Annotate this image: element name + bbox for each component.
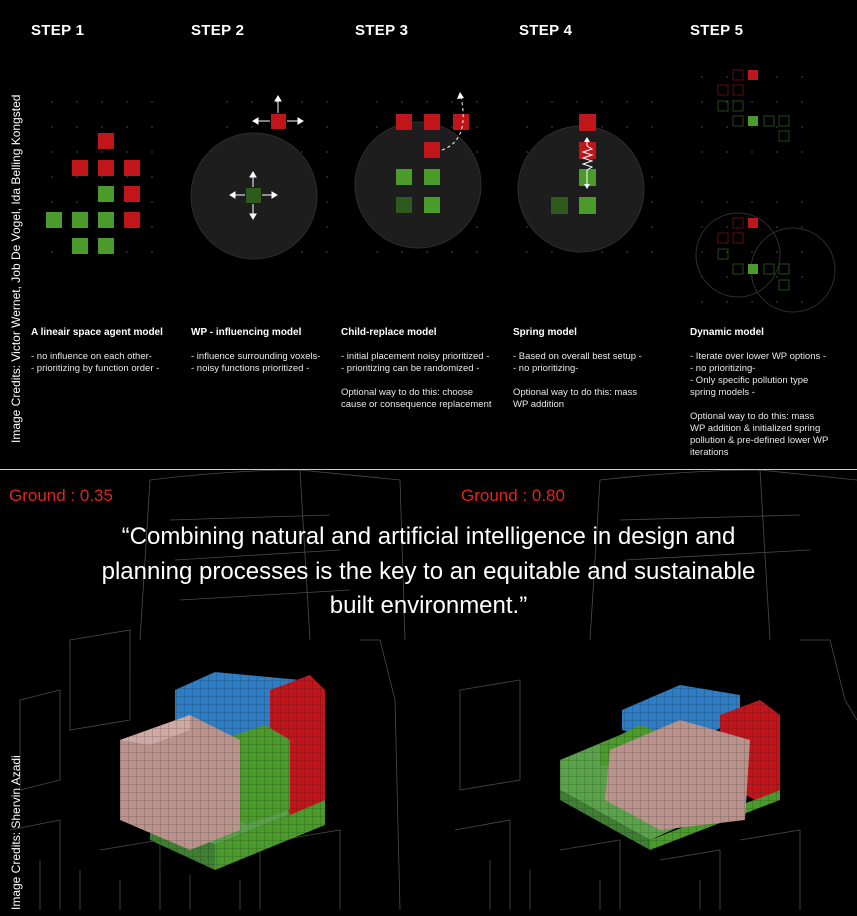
voxel-red — [124, 212, 140, 228]
step-title: STEP 2 — [191, 22, 245, 39]
voxel-mass-left — [120, 672, 325, 870]
model-description: - initial placement noisy prioritized - - prioritizing can be randomized - Optional way to do this: choose cause or consequence replacement — [341, 351, 492, 410]
voxel-red — [453, 114, 469, 130]
voxel-red — [424, 142, 440, 158]
step5-voxel-diagram-top — [688, 55, 818, 165]
voxel-red — [748, 70, 758, 80]
voxel-green — [748, 264, 758, 274]
section-divider — [0, 469, 857, 470]
step3-voxel-diagram — [355, 90, 500, 270]
ground-label: Ground : 0.80 — [461, 486, 565, 505]
model-description: - influence surrounding voxels- - noisy functions prioritized - — [191, 351, 321, 374]
voxel-red — [579, 114, 596, 131]
step-title: STEP 1 — [31, 22, 85, 39]
voxel-mass-right — [560, 685, 780, 850]
step-title: STEP 5 — [690, 22, 744, 39]
voxel-dark-green — [396, 197, 412, 213]
step-title: STEP 3 — [355, 22, 409, 39]
voxel-red — [98, 133, 114, 149]
model-description: - Based on overall best setup - - no prioritizing- Optional way to do this: mass WP addition — [513, 351, 642, 410]
step5-voxel-diagram-bottom — [688, 200, 835, 312]
voxel-red — [424, 114, 440, 130]
voxel-green — [424, 169, 440, 185]
voxel-dark-green — [551, 197, 568, 214]
voxel-green — [748, 116, 758, 126]
voxel-green — [98, 238, 114, 254]
voxel-red — [124, 160, 140, 176]
voxel-green — [72, 238, 88, 254]
model-description: - no influence on each other- - prioritizing by function order - — [31, 351, 160, 374]
voxel-red — [98, 160, 114, 176]
model-title: Spring model — [513, 327, 577, 338]
voxel-red — [396, 114, 412, 130]
step1-voxel-diagram — [35, 90, 175, 270]
model-title: WP - influencing model — [191, 327, 302, 338]
quote: “Combining natural and artificial intelligence in design and planning processes is the key to an equitable and sustainable built environment.” — [101, 523, 756, 619]
model-title: Dynamic model — [690, 327, 764, 338]
step-title: STEP 4 — [519, 22, 573, 39]
voxel-green — [579, 197, 596, 214]
render-panel-gap — [405, 640, 450, 916]
voxel-green — [72, 212, 88, 228]
step2-voxel-diagram — [191, 90, 345, 270]
voxel-green — [98, 186, 114, 202]
voxel-green — [98, 212, 114, 228]
credit-bottom: Image Credits: Shervin Azadi — [9, 755, 23, 910]
voxel-red — [72, 160, 88, 176]
voxel-green — [46, 212, 62, 228]
model-title: A lineair space agent model — [31, 327, 163, 338]
voxel-green — [424, 197, 440, 213]
voxel-green — [396, 169, 412, 185]
voxel-red — [748, 218, 758, 228]
ground-label: Ground : 0.35 — [9, 486, 113, 505]
voxel-red — [124, 186, 140, 202]
step4-voxel-diagram — [518, 90, 660, 270]
model-description: - Iterate over lower WP options - - no prioritizing- - Only specific pollution type spring models - Optional way to do this: mass WP addition & initialized spring pollution & pre-defined lower WP iterations — [690, 351, 829, 458]
model-title: Child-replace model — [341, 327, 437, 338]
credit-top: Image Credits: Victor Wernet, Job De Vogel, Ida Belling Kongsted — [9, 94, 23, 443]
voxel-red — [271, 114, 286, 129]
voxel-dark-green — [246, 188, 261, 203]
